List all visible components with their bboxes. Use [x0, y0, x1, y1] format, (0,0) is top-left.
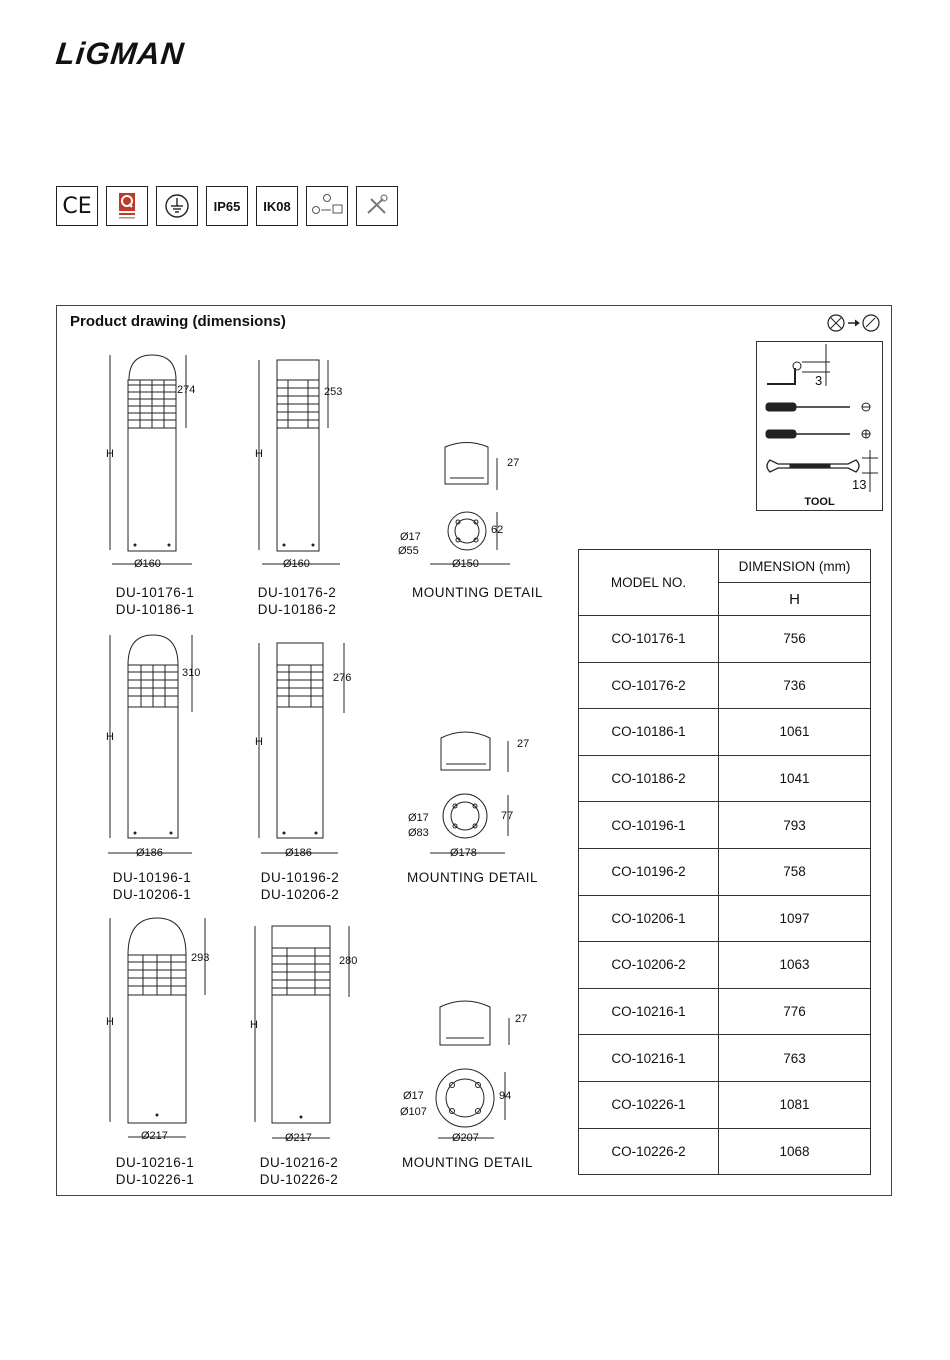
model-cell: CO-10206-1 [579, 895, 719, 942]
model-caption [100, 1154, 210, 1188]
model-cell: CO-10176-1 [579, 616, 719, 663]
model-caption-line: DU-10176-2 [257, 585, 337, 600]
table-row [579, 1035, 871, 1082]
h-label: H [250, 1019, 258, 1031]
installation-icon [306, 186, 348, 226]
mounting-detail-row2 [430, 732, 508, 853]
header-dimension: DIMENSION (mm) [719, 550, 871, 583]
section-title: Product drawing (dimensions) [70, 313, 286, 330]
cert-ce-label: CE [62, 193, 92, 219]
table-row [579, 1081, 871, 1128]
mount-bolt-label: Ø17 [403, 1090, 424, 1102]
model-cell: CO-10216-1 [579, 1035, 719, 1082]
h-label: H [106, 448, 114, 460]
height-cell: 758 [719, 848, 871, 895]
mount-bolt-label: Ø17 [408, 812, 429, 824]
model-caption-line: DU-10206-1 [112, 887, 192, 902]
table-row [579, 616, 871, 663]
model-caption-line: DU-10196-2 [260, 870, 340, 885]
mount-depth-label: 27 [507, 457, 520, 469]
bollard-dome-row3 [110, 918, 205, 1137]
model-caption [100, 584, 210, 618]
model-caption-line: DU-10196-1 [112, 870, 192, 885]
height-label: 293 [191, 952, 210, 964]
header-h: H [719, 583, 871, 616]
brand-logo: LiGMAN [54, 36, 187, 71]
model-caption-line: DU-10186-1 [115, 602, 195, 617]
mount-outer-label: Ø207 [452, 1132, 479, 1144]
height-cell: 1061 [719, 709, 871, 756]
table-row [579, 1128, 871, 1175]
model-cell: CO-10196-2 [579, 848, 719, 895]
mount-inner-label: Ø107 [400, 1106, 427, 1118]
height-label: 280 [339, 955, 358, 967]
height-cell: 1063 [719, 942, 871, 989]
table-row [579, 755, 871, 802]
model-caption [244, 1154, 354, 1188]
model-cell: CO-10226-2 [579, 1128, 719, 1175]
model-caption-line: DU-10226-2 [259, 1172, 339, 1187]
diameter-label: Ø160 [134, 558, 161, 570]
mount-outer-label: Ø150 [452, 558, 479, 570]
bollard-flat-row2 [259, 643, 344, 853]
model-caption [242, 584, 352, 618]
mounting-detail-row1 [430, 443, 510, 565]
table-row [579, 942, 871, 989]
height-label: 310 [182, 667, 201, 679]
quality-seal-icon [106, 186, 148, 226]
height-cell: 1097 [719, 895, 871, 942]
earth-ground-icon [156, 186, 198, 226]
ip65-rating-badge: IP65 [206, 186, 248, 226]
model-caption-line: DU-10186-2 [257, 602, 337, 617]
mounting-detail-caption: MOUNTING DETAIL [406, 870, 538, 885]
ce-mark-icon [56, 186, 98, 226]
mounting-detail-caption: MOUNTING DETAIL [411, 585, 543, 600]
tool-label: TOOL [804, 496, 835, 508]
mount-spacing-label: 77 [501, 810, 514, 822]
model-caption-line: DU-10176-1 [115, 585, 195, 600]
diameter-label: Ø217 [141, 1130, 168, 1142]
wrench-size: 13 [852, 477, 867, 492]
table-row [579, 662, 871, 709]
h-label: H [255, 736, 263, 748]
mount-depth-label: 27 [517, 738, 530, 750]
model-cell: CO-10186-1 [579, 709, 719, 756]
height-cell: 756 [719, 616, 871, 663]
height-cell: 776 [719, 988, 871, 1035]
mounting-detail-row3 [436, 1001, 512, 1138]
height-cell: 736 [719, 662, 871, 709]
ik08-rating-badge: IK08 [256, 186, 298, 226]
table-row [579, 709, 871, 756]
mount-inner-label: Ø83 [408, 827, 429, 839]
model-caption-line: DU-10226-1 [115, 1172, 195, 1187]
mount-spacing-label: 62 [491, 524, 504, 536]
tool-box [756, 341, 883, 511]
screwdriver-icon [828, 315, 879, 331]
model-caption-line: DU-10216-2 [259, 1155, 339, 1170]
h-label: H [255, 448, 263, 460]
diameter-label: Ø186 [285, 847, 312, 859]
height-cell: 1081 [719, 1081, 871, 1128]
model-caption-line: DU-10206-2 [260, 887, 340, 902]
height-cell: 1068 [719, 1128, 871, 1175]
table-row [579, 988, 871, 1035]
bollard-dome-row2 [108, 635, 192, 853]
model-cell: CO-10226-1 [579, 1081, 719, 1128]
tools-icon [356, 186, 398, 226]
height-label: 274 [177, 384, 196, 396]
mounting-detail-caption: MOUNTING DETAIL [401, 1155, 533, 1170]
height-label: 253 [324, 386, 343, 398]
h-label: H [106, 731, 114, 743]
mount-bolt-label: Ø17 [400, 531, 421, 543]
model-caption-line: DU-10216-1 [115, 1155, 195, 1170]
model-cell: CO-10216-1 [579, 988, 719, 1035]
header-model: MODEL NO. [579, 550, 719, 616]
mount-depth-label: 27 [515, 1013, 528, 1025]
height-cell: 1041 [719, 755, 871, 802]
mount-spacing-label: 94 [499, 1090, 512, 1102]
diameter-label: Ø217 [285, 1132, 312, 1144]
table-row [579, 802, 871, 849]
model-caption [97, 869, 207, 903]
table-row [579, 895, 871, 942]
diameter-label: Ø186 [136, 847, 163, 859]
model-caption [245, 869, 355, 903]
model-cell: CO-10176-2 [579, 662, 719, 709]
table-row [579, 848, 871, 895]
mount-outer-label: Ø178 [450, 847, 477, 859]
hex-key-size: 3 [815, 373, 823, 388]
bollard-flat-row3 [255, 926, 349, 1138]
model-cell: CO-10206-2 [579, 942, 719, 989]
height-label: 276 [333, 672, 352, 684]
dimension-table [578, 549, 871, 1175]
h-label: H [106, 1016, 114, 1028]
height-cell: 793 [719, 802, 871, 849]
mount-inner-label: Ø55 [398, 545, 419, 557]
model-cell: CO-10196-1 [579, 802, 719, 849]
height-cell: 763 [719, 1035, 871, 1082]
model-cell: CO-10186-2 [579, 755, 719, 802]
diameter-label: Ø160 [283, 558, 310, 570]
certification-strip [56, 186, 456, 230]
